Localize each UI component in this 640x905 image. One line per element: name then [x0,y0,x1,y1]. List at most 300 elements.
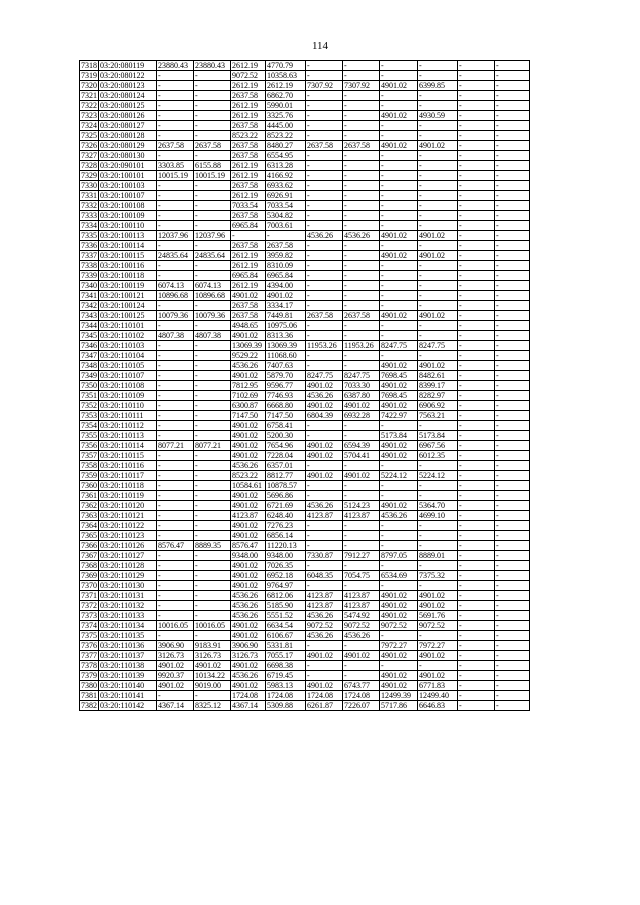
table-cell: - [458,251,495,261]
table-cell: 4901.02 [380,611,418,621]
table-cell: 6155.88 [194,161,231,171]
table-cell: 03:20:100121 [99,291,157,301]
table-cell: 10134.22 [194,671,231,681]
table-cell: 10896.68 [157,291,194,301]
table-cell: 10016.05 [157,621,194,631]
table-cell: 4901.02 [306,401,343,411]
table-cell: - [343,361,380,371]
table-cell: 4901.02 [380,361,418,371]
table-cell: 7972.27 [380,641,418,651]
table-cell: 7054.75 [343,571,380,581]
table-cell: 03:20:110134 [99,621,157,631]
table-row [80,661,530,671]
table-cell: - [194,401,231,411]
table-cell: 4901.02 [380,501,418,511]
table-cell: 8325.12 [194,701,231,711]
table-row [80,681,530,691]
table-cell: - [458,371,495,381]
table-cell: - [157,411,194,421]
table-row [80,341,530,351]
table-cell: - [495,551,530,561]
table-cell: - [418,131,458,141]
table-cell: - [458,401,495,411]
table-cell: - [458,591,495,601]
table-cell: 8889.01 [418,551,458,561]
table-cell: 7373 [81,611,97,620]
table-cell: - [157,471,194,481]
table-row [80,571,530,581]
table-cell: - [458,701,495,711]
table-cell: - [418,481,458,491]
table-cell: - [380,171,418,181]
table-cell: - [157,491,194,501]
table-cell: 4901.02 [418,651,458,661]
table-cell: - [231,231,266,241]
table-cell: - [343,61,380,71]
table-row [80,391,530,401]
table-cell: 6106.67 [266,631,306,641]
table-cell: 03:20:080127 [99,121,157,131]
table-cell: - [343,201,380,211]
table-cell: 11953.26 [343,341,380,351]
table-cell: - [380,211,418,221]
table-cell: - [458,641,495,651]
table-cell: - [157,271,194,281]
table-cell: 4901.02 [266,291,306,301]
table-row [80,131,530,141]
table-cell: - [495,291,530,301]
table-cell: 03:20:110137 [99,651,157,661]
table-cell: 4901.02 [343,401,380,411]
table-cell: - [306,301,343,311]
table-cell: 7346 [81,341,97,350]
table-cell: 4901.02 [418,601,458,611]
table-cell: 2637.58 [231,301,266,311]
table-cell: - [194,371,231,381]
table-cell: 03:20:110119 [99,491,157,501]
table-cell: 8523.22 [231,131,266,141]
table-cell: 7330.87 [306,551,343,561]
table-cell: - [157,201,194,211]
table-cell: - [194,301,231,311]
table-cell: 2637.58 [343,141,380,151]
table-cell: 1724.08 [231,691,266,701]
table-cell: - [418,541,458,551]
table-cell: - [380,351,418,361]
table-cell: - [458,551,495,561]
table-cell: 7354 [81,421,97,430]
table-cell: 03:20:110133 [99,611,157,621]
table-cell: - [343,281,380,291]
table-cell: 03:20:110112 [99,421,157,431]
table-cell: 03:20:110138 [99,661,157,671]
table-cell: - [495,351,530,361]
table-row [80,491,530,501]
table-cell: 9596.77 [266,381,306,391]
table-cell: - [306,331,343,341]
table-cell: - [418,241,458,251]
table-cell: 7333 [81,211,97,220]
table-cell: 4536.26 [380,511,418,521]
table-cell: 7382 [81,701,97,710]
table-cell: 8482.61 [418,371,458,381]
table-cell: 4901.02 [380,681,418,691]
table-cell: 4901.02 [157,661,194,671]
table-cell: - [306,291,343,301]
table-cell: - [458,291,495,301]
table-row [80,621,530,631]
table-cell: - [495,171,530,181]
table-cell: 4901.02 [231,631,266,641]
table-cell: - [380,221,418,231]
table-cell: 4901.02 [380,591,418,601]
table-cell: 4901.02 [306,681,343,691]
table-row [80,521,530,531]
table-cell: - [380,241,418,251]
table-cell: 5364.70 [418,501,458,511]
table-cell: 7357 [81,451,97,460]
table-cell: 7323 [81,111,97,120]
table-cell: 03:20:110128 [99,561,157,571]
table-cell: 03:20:100103 [99,181,157,191]
table-cell: - [194,341,231,351]
table-cell: 4901.02 [306,451,343,461]
table-cell: 4901.02 [380,441,418,451]
table-cell: - [495,631,530,641]
table-cell: 4536.26 [231,461,266,471]
table-cell: - [458,321,495,331]
table-cell: - [495,191,530,201]
table-cell: 7330 [81,181,97,190]
table-cell: 1724.08 [306,691,343,701]
table-row [80,371,530,381]
table-cell: 7449.81 [266,311,306,321]
table-cell: 7026.35 [266,561,306,571]
table-cell: - [157,81,194,91]
table-cell: 6758.41 [266,421,306,431]
table-row [80,301,530,311]
table-cell: 8480.27 [266,141,306,151]
table-cell: 7352 [81,401,97,410]
table-cell: - [194,581,231,591]
table-cell: - [157,571,194,581]
table-cell: 6965.84 [231,221,266,231]
table-cell: 6771.83 [418,681,458,691]
table-cell: 12037.96 [157,231,194,241]
table-cell: - [495,151,530,161]
table-cell: 2612.19 [231,191,266,201]
table-cell: 4536.26 [343,631,380,641]
table-cell: 7972.27 [418,641,458,651]
table-cell: 24835.64 [157,251,194,261]
table-cell: 4901.02 [231,291,266,301]
table-cell: - [306,271,343,281]
table-cell: - [458,531,495,541]
table-cell: 8313.36 [266,331,306,341]
table-cell: - [306,671,343,681]
table-cell: 03:20:110117 [99,471,157,481]
table-cell: - [495,391,530,401]
table-cell: 03:20:100113 [99,231,157,241]
table-cell: - [157,631,194,641]
table-cell: 03:20:110136 [99,641,157,651]
table-cell: 5983.13 [266,681,306,691]
table-cell: - [194,471,231,481]
table-cell: 7033.54 [266,201,306,211]
table-cell: - [458,71,495,81]
table-cell: - [194,91,231,101]
table-cell: 2612.19 [231,261,266,271]
table-cell: 7698.45 [380,371,418,381]
table-cell: - [495,641,530,651]
table-cell: 7746.93 [266,391,306,401]
table-cell: - [495,461,530,471]
table-cell: 7351 [81,391,97,400]
table-row [80,541,530,551]
table-cell: - [343,221,380,231]
table-cell: - [157,321,194,331]
table-cell: 03:20:110130 [99,581,157,591]
table-cell: 7147.50 [266,411,306,421]
table-row [80,441,530,451]
table-cell: - [194,81,231,91]
table-cell: 7375 [81,631,97,640]
table-cell: 7348 [81,361,97,370]
table-cell: - [157,431,194,441]
table-cell: 03:20:110126 [99,541,157,551]
table-cell: - [495,651,530,661]
table-cell: - [458,381,495,391]
table-cell: - [458,61,495,71]
table-cell: - [495,621,530,631]
table-row [80,651,530,661]
table-row [80,291,530,301]
table-cell: 7379 [81,671,97,680]
table-cell: - [380,491,418,501]
table-cell: - [343,131,380,141]
table-cell: 4901.02 [231,501,266,511]
table-cell: 13069.39 [231,341,266,351]
table-cell: 6721.69 [266,501,306,511]
table-cell: - [458,101,495,111]
table-cell: - [306,151,343,161]
table-cell: - [495,481,530,491]
table-cell: 7353 [81,411,97,420]
table-cell: - [380,331,418,341]
table-cell: 4901.02 [231,661,266,671]
table-cell: - [306,421,343,431]
table-cell: - [495,271,530,281]
table-row [80,631,530,641]
table-cell: 8523.22 [231,471,266,481]
table-cell: 3325.76 [266,111,306,121]
table-cell: 5704.41 [343,451,380,461]
table-cell: 7912.27 [343,551,380,561]
table-cell: 7422.97 [380,411,418,421]
table-cell: 6812.06 [266,591,306,601]
table-cell: - [458,481,495,491]
table-cell: 4166.92 [266,171,306,181]
table-cell: 7331 [81,191,97,200]
table-row [80,91,530,101]
table-cell: - [418,151,458,161]
table-row [80,601,530,611]
table-cell: - [458,331,495,341]
table-cell: 4901.02 [231,371,266,381]
table-cell: - [495,71,530,81]
table-cell: - [194,411,231,421]
table-cell: 9529.22 [231,351,266,361]
table-cell: 6965.84 [266,271,306,281]
table-cell: 7812.95 [231,381,266,391]
table-cell: - [380,71,418,81]
table-cell: - [194,151,231,161]
table-cell: 7321 [81,91,97,100]
table-cell: - [306,581,343,591]
table-cell: 4123.87 [343,591,380,601]
table-cell: 7374 [81,621,97,630]
table-cell: 4536.26 [231,611,266,621]
table-cell: 4901.02 [380,651,418,661]
table-cell: - [194,511,231,521]
table-cell: 03:20:080128 [99,131,157,141]
table-cell: 8523.22 [266,131,306,141]
table-cell: - [194,521,231,531]
table-cell: - [418,421,458,431]
table-cell: - [343,491,380,501]
table-cell: 6300.87 [231,401,266,411]
table-cell: 03:20:110102 [99,331,157,341]
table-cell: - [194,611,231,621]
table-cell: - [157,511,194,521]
table-cell: 10079.36 [157,311,194,321]
table-row [80,161,530,171]
table-cell: 7350 [81,381,97,390]
table-cell: 03:20:080129 [99,141,157,151]
table-cell: 3334.17 [266,301,306,311]
table-cell: - [380,291,418,301]
table-cell: - [157,71,194,81]
table-row [80,71,530,81]
table-cell: - [418,521,458,531]
table-cell: 8077.21 [194,441,231,451]
table-cell: - [495,531,530,541]
table-cell: 2637.58 [306,141,343,151]
table-cell: - [194,391,231,401]
table-cell: 2637.58 [266,241,306,251]
table-cell: 4901.02 [380,671,418,681]
table-cell: - [343,531,380,541]
table-cell: - [380,91,418,101]
table-cell: - [194,101,231,111]
table-cell: - [418,71,458,81]
table-cell: 4901.02 [380,401,418,411]
table-row [80,561,530,571]
table-cell: - [458,181,495,191]
table-cell: - [458,361,495,371]
table-cell: 8797.05 [380,551,418,561]
table-cell: 12499.40 [418,691,458,701]
table-cell: - [343,331,380,341]
table-cell: - [380,661,418,671]
table-cell: - [458,671,495,681]
table-cell: 4536.26 [231,591,266,601]
table-row [80,501,530,511]
table-cell: - [458,211,495,221]
table-row [80,171,530,181]
table-cell: - [495,121,530,131]
table-cell: - [157,91,194,101]
table-cell: - [458,661,495,671]
table-cell: 7355 [81,431,97,440]
table-cell: 10584.61 [231,481,266,491]
table-cell: 4901.02 [380,111,418,121]
table-cell: 5474.92 [343,611,380,621]
table-cell: - [458,111,495,121]
table-cell: 8889.35 [194,541,231,551]
table-cell: 7276.23 [266,521,306,531]
table-cell: - [157,401,194,411]
table-cell: 8576.47 [231,541,266,551]
table-cell: - [458,581,495,591]
table-cell: - [306,461,343,471]
table-cell: 2637.58 [343,311,380,321]
table-cell: - [157,151,194,161]
table-cell: 10878.57 [266,481,306,491]
table-cell: - [194,241,231,251]
table-cell: - [306,281,343,291]
table-cell: - [306,541,343,551]
table-cell: - [306,111,343,121]
table-cell: - [495,431,530,441]
table-row [80,701,530,711]
table-row [80,251,530,261]
table-cell: - [194,211,231,221]
table-cell: 7369 [81,571,97,580]
table-cell: - [343,561,380,571]
table-cell: - [418,91,458,101]
table-cell: - [418,161,458,171]
table-row [80,81,530,91]
table-cell: 7375.32 [418,571,458,581]
table-cell: - [157,601,194,611]
table-cell: - [458,461,495,471]
table-cell: 7336 [81,241,97,250]
table-cell: 6932.28 [343,411,380,421]
table-cell: 03:20:110120 [99,501,157,511]
table-cell: 03:20:110105 [99,361,157,371]
table-cell: 2637.58 [231,141,266,151]
table-cell: 6634.54 [266,621,306,631]
table-cell: - [495,141,530,151]
table-row [80,61,530,71]
table-cell: - [194,111,231,121]
table-cell: - [418,261,458,271]
table-cell: 7327 [81,151,97,160]
table-cell: - [495,61,530,71]
table-cell: 7324 [81,121,97,130]
table-cell: 03:20:110135 [99,631,157,641]
table-cell: - [194,461,231,471]
table-cell: - [458,561,495,571]
table-cell: 7228.04 [266,451,306,461]
table-cell: - [458,351,495,361]
table-cell: 7371 [81,591,97,600]
table-cell: - [157,211,194,221]
table-cell: 4901.02 [231,531,266,541]
table-cell: - [495,161,530,171]
table-cell: 7361 [81,491,97,500]
